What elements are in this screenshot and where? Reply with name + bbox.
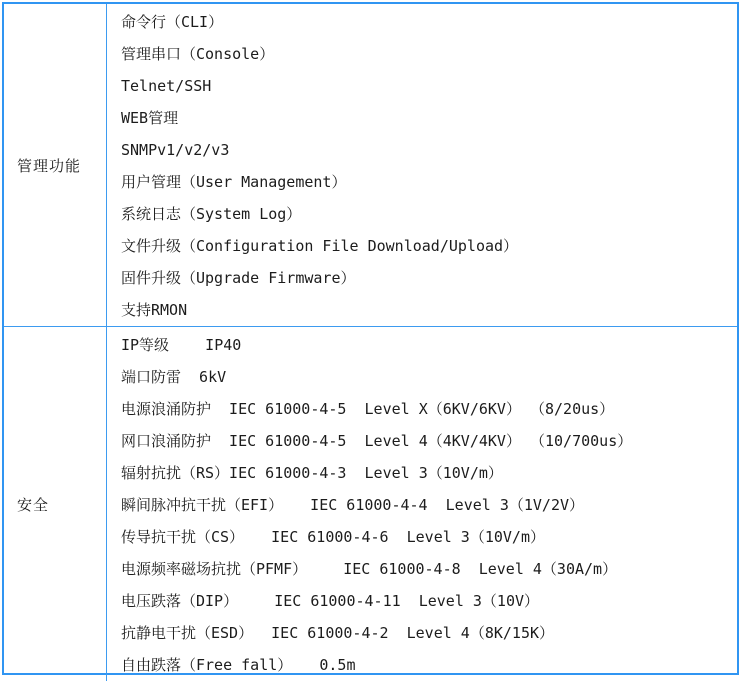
spec-item: SNMPv1/v2/v3: [121, 141, 230, 159]
row-items-management: [107, 4, 737, 326]
spec-item: 端口防雷 6kV: [121, 368, 227, 386]
spec-item: 系统日志（System Log）: [121, 205, 302, 223]
spec-item: 用户管理（User Management）: [121, 173, 347, 191]
spec-item: 管理串口（Console）: [121, 45, 275, 63]
spec-item: 传导抗干扰（CS） IEC 61000-4-6 Level 3（10V/m）: [121, 528, 545, 546]
row-header-management: 管理功能: [4, 4, 107, 326]
spec-item: 辐射抗扰（RS）IEC 61000-4-3 Level 3（10V/m）: [121, 464, 503, 482]
spec-item: 电源频率磁场抗扰（PFMF） IEC 61000-4-8 Level 4（30A/m）: [121, 560, 618, 578]
spec-item: 电源浪涌防护 IEC 61000-4-5 Level X（6KV/6KV） （8/20us）: [121, 400, 615, 418]
spec-item: 网口浪涌防护 IEC 61000-4-5 Level 4（4KV/4KV） （10/700us）: [121, 432, 633, 450]
table-row-security: [4, 327, 737, 681]
spec-item: 电压跌落（DIP） IEC 61000-4-11 Level 3（10V）: [121, 592, 540, 610]
spec-item: 支持RMON: [121, 301, 188, 319]
table-row-management: [4, 4, 737, 327]
spec-table: [2, 2, 739, 675]
spec-item: 自由跌落（Free fall） 0.5m: [121, 656, 356, 674]
spec-item: 瞬间脉冲抗干扰（EFI） IEC 61000-4-4 Level 3（1V/2V）: [121, 496, 585, 514]
spec-item: 抗静电干扰（ESD） IEC 61000-4-2 Level 4（8K/15K）: [121, 624, 555, 642]
row-header-security: 安全: [4, 327, 107, 681]
spec-item: 文件升级（Configuration File Download/Upload）: [121, 237, 519, 255]
spec-item: IP等级 IP40: [121, 336, 242, 354]
row-items-security: [107, 327, 737, 681]
spec-item: 命令行（CLI）: [121, 13, 224, 31]
spec-item: 固件升级（Upgrade Firmware）: [121, 269, 356, 287]
spec-item: Telnet/SSH: [121, 77, 212, 95]
spec-item: WEB管理: [121, 109, 179, 127]
